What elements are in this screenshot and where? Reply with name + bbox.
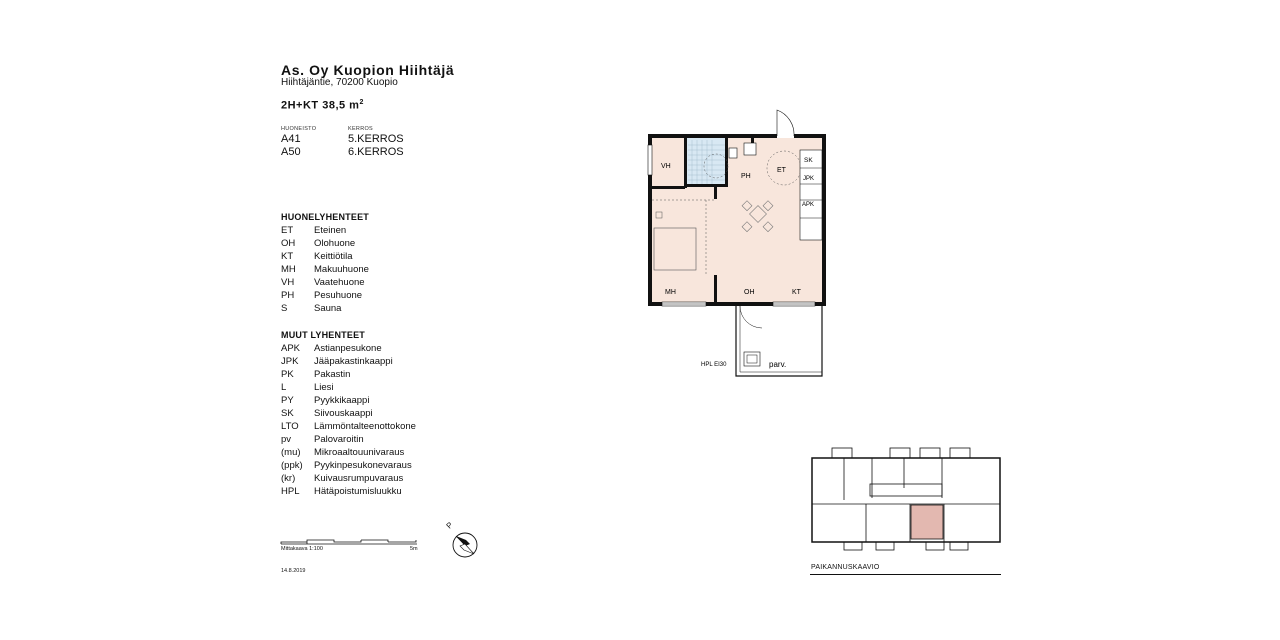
abbreviation-row: (kr) Kuivausrumpuvaraus (281, 473, 404, 484)
label-vh: VH (661, 163, 671, 170)
apartment-number: A50 (281, 146, 301, 158)
label-parv: parv. (769, 360, 787, 369)
unit-row (281, 133, 301, 146)
abbreviation-row: S Sauna (281, 303, 342, 314)
other-abbreviations-heading: MUUT LYHENTEET (281, 330, 365, 340)
bathroom-fill (687, 138, 728, 186)
room-abbreviations-heading: HUONELYHENTEET (281, 212, 369, 222)
abbreviation-row: JPK Jääpakastinkaappi (281, 356, 393, 367)
unit-floor: 6.KERROS (348, 146, 404, 158)
room-abbreviations-list (281, 224, 369, 315)
abbreviation-row: HPL Hätäpoistumisluukku (281, 486, 402, 497)
abbreviation-row: (mu) Mikroaaltouunivaraus (281, 447, 405, 458)
abbreviation-row: (ppk) Pyykinpesukonevaraus (281, 460, 412, 471)
label-mh: MH (665, 289, 676, 296)
room-fill (651, 138, 822, 302)
sink (744, 143, 756, 155)
highlighted-apartment (911, 505, 943, 539)
apartment-number: A41 (281, 133, 301, 145)
label-apk: APK (802, 202, 815, 208)
abbreviation-row: SK Siivouskaappi (281, 408, 373, 419)
project-address: Hiihtäjäntie, 70200 Kuopio (281, 77, 398, 88)
other-abbreviations-list (281, 342, 416, 498)
scale-label: Mittakaava 1:100 (281, 546, 323, 552)
floor-column-heading: KERROS (348, 126, 374, 132)
compass-label: P (444, 520, 455, 531)
abbreviation-row: PK Pakastin (281, 369, 351, 380)
unit-row (281, 146, 301, 159)
floor-plan (640, 100, 830, 380)
unit-floor: 5.KERROS (348, 133, 404, 145)
drawing-date: 14.8.2019 (281, 568, 306, 574)
location-plan-underline (810, 574, 1001, 575)
label-kt: KT (792, 289, 801, 296)
label-oh: OH (744, 289, 755, 296)
abbreviation-row: PY Pyykkikaappi (281, 395, 370, 406)
project-title: As. Oy Kuopion Hiihtäjä (281, 62, 455, 78)
abbreviation-row: pv Palovaroitin (281, 434, 364, 445)
apartment-column-heading: HUONEISTO (281, 126, 317, 132)
abbreviation-row: PH Pesuhuone (281, 290, 363, 301)
abbreviation-row: ET Eteinen (281, 225, 347, 236)
abbreviation-row: KT Keittiötila (281, 251, 353, 262)
abbreviation-row: MH Makuuhuone (281, 264, 369, 275)
label-jpk: JPK (803, 176, 815, 182)
abbreviation-row: OH Olohuone (281, 238, 356, 249)
toilet (729, 148, 737, 158)
label-et: ET (777, 167, 786, 174)
label-hpl: HPL EI30 (701, 362, 727, 368)
abbreviation-row: L Liesi (281, 382, 334, 393)
abbreviation-row: APK Astianpesukone (281, 343, 382, 354)
abbreviation-row: VH Vaatehuone (281, 277, 365, 288)
label-sk: SK (804, 157, 813, 164)
label-ph: PH (741, 173, 751, 180)
location-plan (800, 440, 1010, 570)
location-plan-title: PAIKANNUSKAAVIO (811, 564, 880, 571)
abbreviation-row: LTO Lämmöntalteenottokone (281, 421, 416, 432)
scale-end-label: 5m (410, 546, 418, 552)
apartment-type: 2H+KT 38,5 $m^2$ (281, 99, 364, 112)
entrance-door (777, 110, 794, 136)
